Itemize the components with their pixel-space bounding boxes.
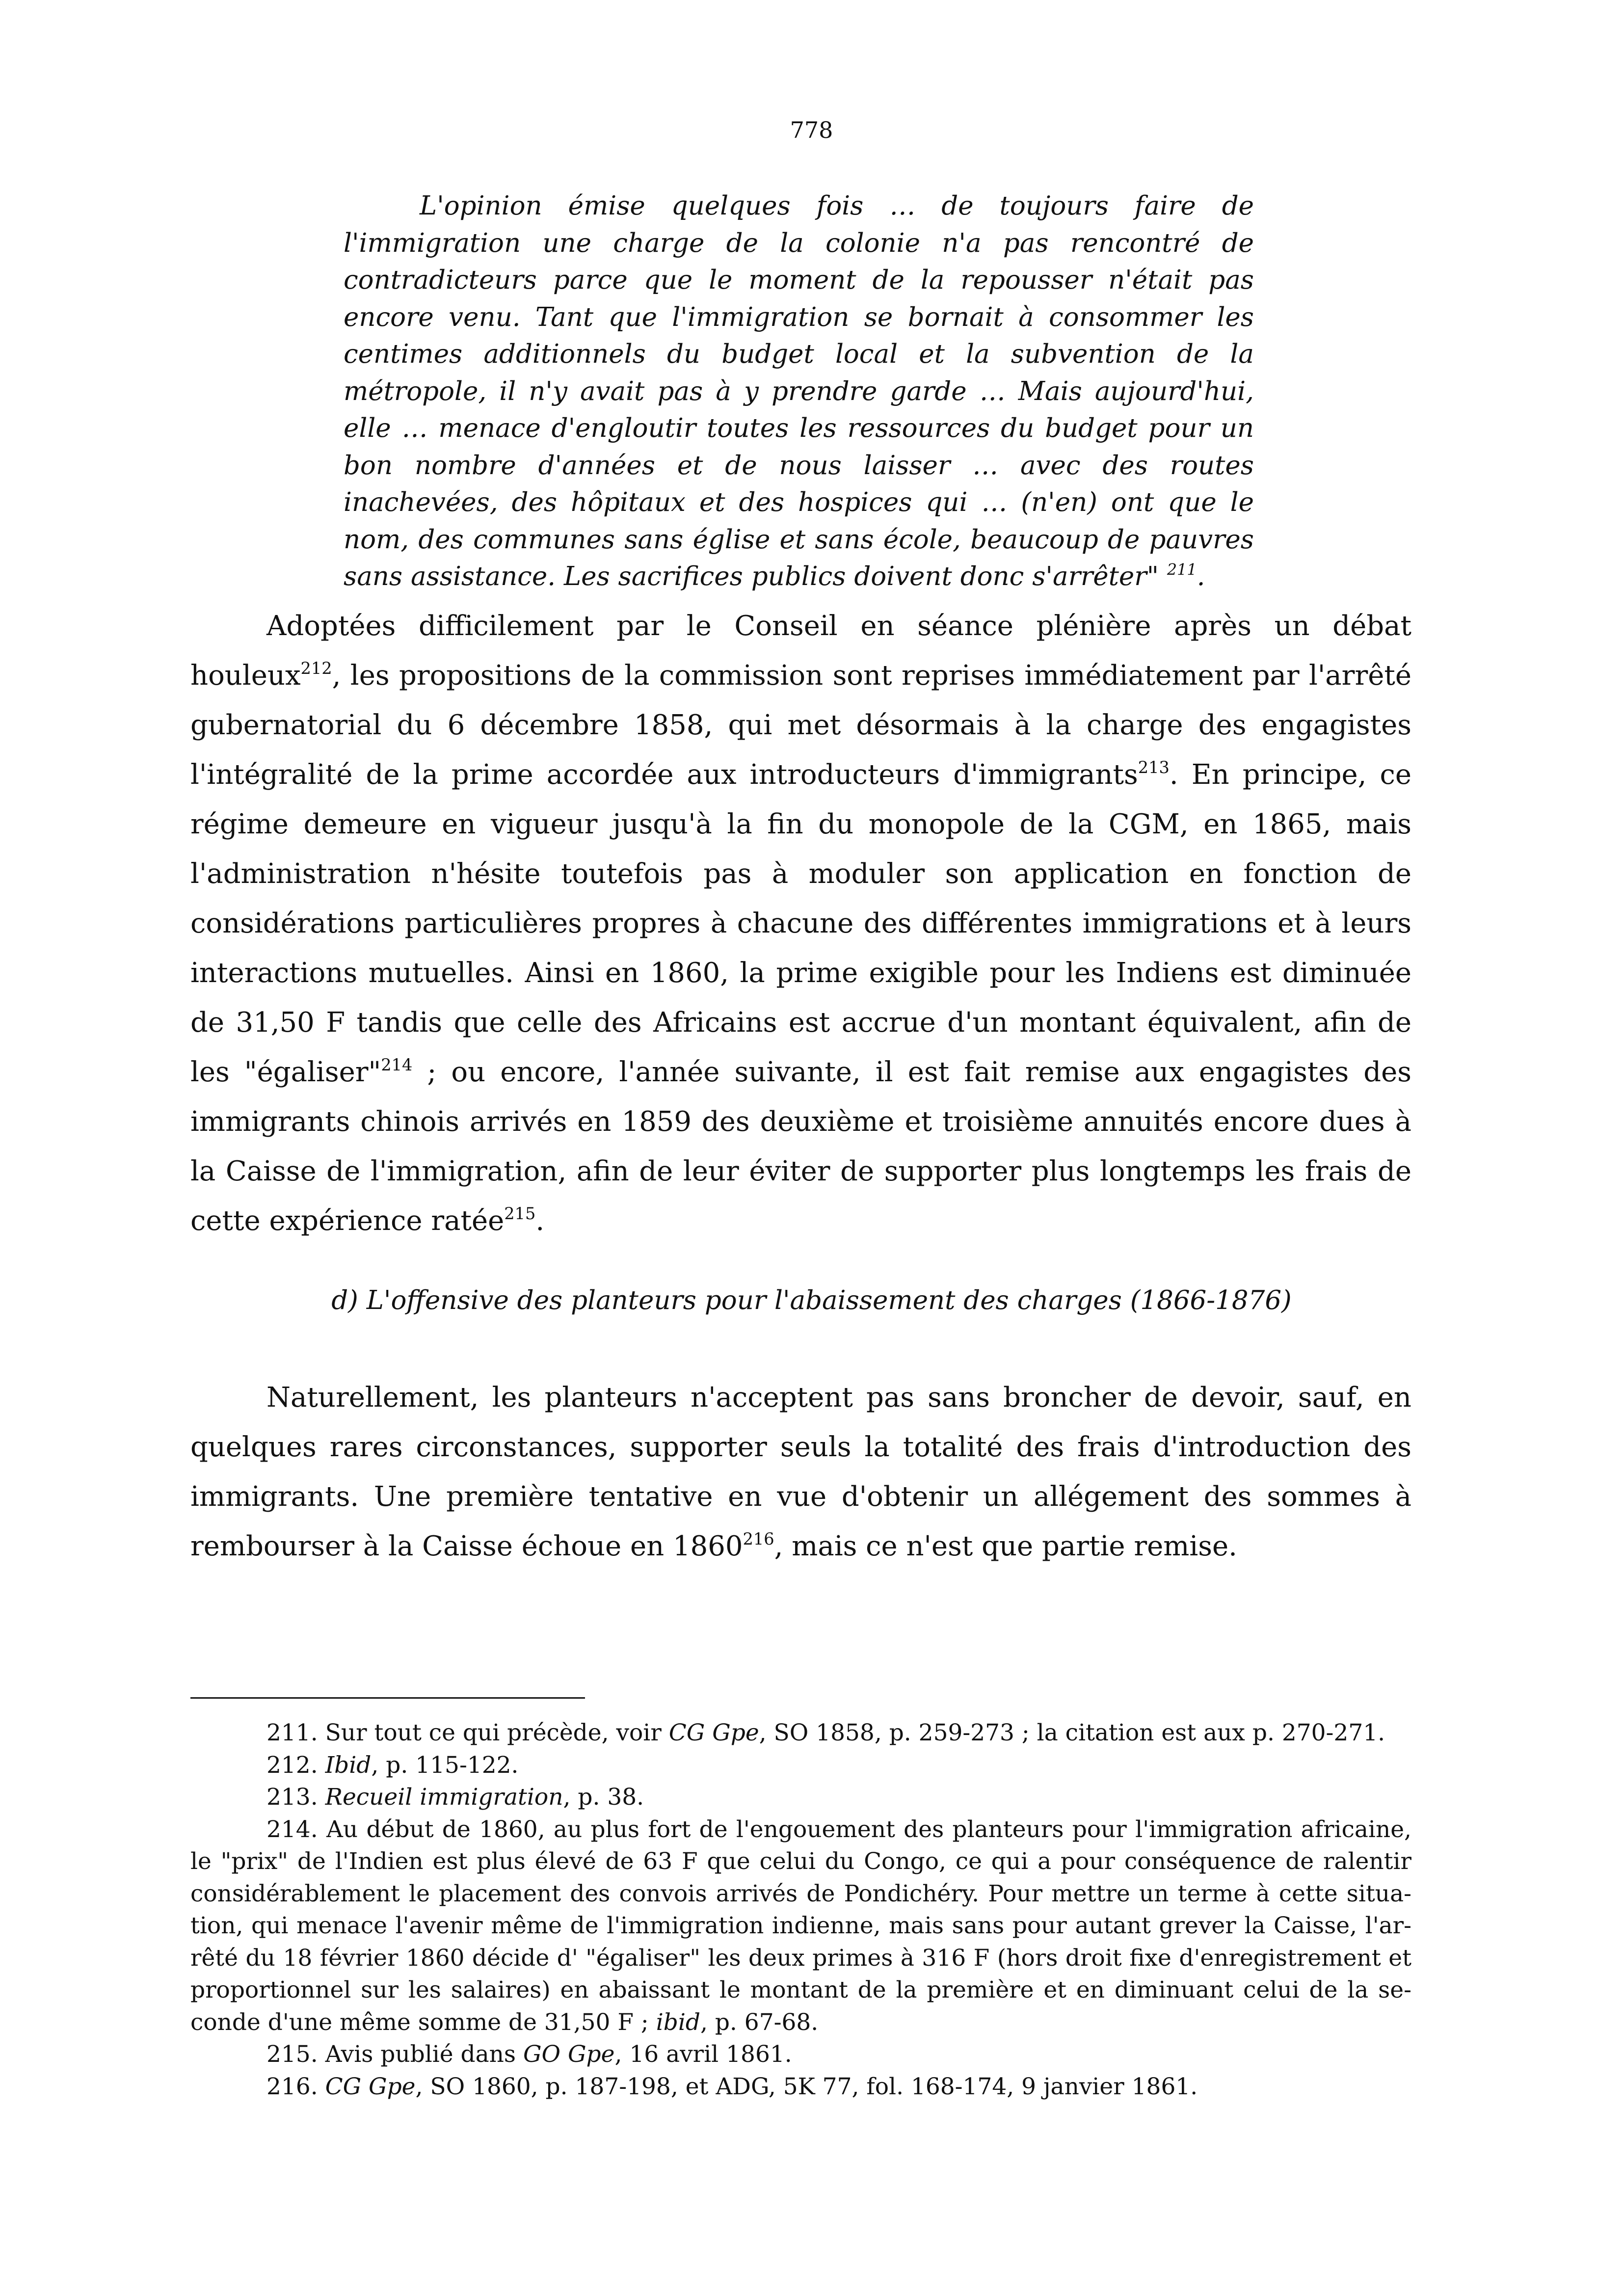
footnote-text: Au début de 1860, au plus fort de l'engouement des planteurs pour l'immigration africaine, le "prix" de l'Indien est plus élevé de 63 F que celui du Congo, ce qui a pour conséquence de ralentir considérablement le placement des convois arrivés de Pondichéry. Pour mettre un terme à cette situation, qui menace l'avenir même de l'immigration indienne, mais sans pour autant grever la Caisse, l'arrêté du 18 février 1860 décide d' "égaliser" les deux primes à 316 F (hors droit fixe d'enregistrement et proportionnel sur les salaires) en abaissant le montant de la première et en diminuant celui de la seconde d'une même somme de 31,50 F ; <box>190 1815 1411 2036</box>
paragraph-text: . En principe, ce régime demeure en vigueur jusqu'à la fin du monopole de la CGM, en 1865, mais l'administration n'hésite toutefois pas à moduler son application en fonction de considérations particulières propres à chacune des différentes immigrations et à leurs interactions mutuelles. Ainsi en 1860, la prime exigible pour les Indiens est diminuée de 31,50 F tandis que celle des Africains est accrue d'un montant équivalent, afin de les "égaliser" <box>190 759 1412 1088</box>
footnote-212 <box>190 1749 1411 1782</box>
footnote-number: 211. <box>266 1719 318 1746</box>
footnote-citation: Recueil immigration <box>325 1784 563 1811</box>
footnote-citation: CG Gpe <box>668 1719 759 1746</box>
footnote-citation: Ibid <box>325 1751 372 1779</box>
footnote-215 <box>190 2038 1411 2071</box>
footnote-ref-214[interactable]: 214 <box>381 1055 413 1075</box>
footnote-text: , SO 1858, p. 259-273 ; la citation est aux p. 270-271. <box>759 1719 1385 1746</box>
paragraph-text: Adoptées difficilement par le Conseil en séance plénière après un débat houleux <box>190 610 1411 692</box>
quote-text: L'opinion émise quelques fois … de toujours faire de l'immigration une charge de la colonie n'a pas rencontré de contradicteurs parce que le moment de la repousser n'était pas encore venu. Tant que l'immigration se bornait à consommer les centimes additionnels du budget local et la subvention de la métropole, il n'y avait pas à y prendre garde … Mais aujourd'hui, elle … menace d'engloutir toutes les ressources du budget pour un bon nombre d'années et de nous laisser … avec des routes inachevées, des hôpitaux et des hospices qui … (n'en) ont que le nom, des communes sans église et sans école, beaucoup de pauvres sans assistance. Les sacrifices publics doivent donc s'arrêter" <box>344 191 1254 591</box>
footnote-211 <box>190 1717 1411 1749</box>
footnote-number: 212. <box>266 1751 318 1779</box>
paragraph-text: , les propositions de la commission sont reprises immédiatement par l'arrêté gubernatorial du 6 décembre 1858, qui met désormais à la charge des engagistes l'intégralité de la prime accordée aux introducteurs d'immigrants <box>190 660 1411 791</box>
footnote-ref-215[interactable]: 215 <box>504 1204 536 1224</box>
footnote-number: 213. <box>266 1784 318 1811</box>
footnote-ref-213[interactable]: 213 <box>1138 758 1170 777</box>
paragraph-text: , mais ce n'est que partie remise. <box>774 1530 1237 1562</box>
footnote-citation: ibid <box>656 2008 700 2036</box>
footnote-text: , SO 1860, p. 187-198, et ADG, 5K 77, fol. 168-174, 9 janvier 1861. <box>415 2073 1198 2100</box>
page-number: 778 <box>790 117 833 143</box>
quote-tail: . <box>1197 561 1205 591</box>
body-paragraph-1 <box>190 601 1411 1246</box>
paragraph-text: Naturellement, les planteurs n'acceptent pas sans broncher de devoir, sauf, en quelques rares circonstances, supporter seuls la totalité des frais d'introduction des immigrants. Une première tentative en vue d'obtenir un allégement des sommes à rembourser à la Caisse échoue en 1860 <box>190 1382 1411 1562</box>
footnote-ref-211[interactable]: 211 <box>1167 561 1197 579</box>
paragraph-text: . <box>535 1205 545 1237</box>
footnote-text: , 16 avril 1861. <box>614 2041 792 2068</box>
footnote-text: Sur tout ce qui précède, voir <box>325 1719 669 1746</box>
footnote-216 <box>190 2071 1411 2103</box>
footnote-text: Avis publié dans <box>325 2041 523 2068</box>
footnote-number: 214. <box>266 1815 318 1843</box>
footnote-text: , p. 38. <box>563 1784 644 1811</box>
section-heading: d) L'offensive des planteurs pour l'abaissement des charges (1866-1876) <box>331 1285 1292 1315</box>
body-paragraph-2 <box>190 1373 1411 1571</box>
footnote-214 <box>190 1814 1411 2039</box>
footnote-213 <box>190 1781 1411 1814</box>
footnote-ref-216[interactable]: 216 <box>743 1529 774 1549</box>
footnote-text: , p. 115-122. <box>371 1751 519 1779</box>
footnotes <box>190 1717 1411 2103</box>
footnote-citation: CG Gpe <box>325 2073 416 2100</box>
footnote-separator <box>190 1697 585 1699</box>
footnote-ref-212[interactable]: 212 <box>300 659 332 678</box>
footnote-number: 216. <box>266 2073 318 2100</box>
footnote-citation: GO Gpe <box>523 2041 615 2068</box>
block-quote <box>344 187 1254 595</box>
footnote-text: , p. 67-68. <box>700 2008 819 2036</box>
paragraph-text: ; ou encore, l'année suivante, il est fait remise aux engagistes des immigrants chinois arrivés en 1859 des deuxième et troisième annuités encore dues à la Caisse de l'immigration, afin de leur éviter de supporter plus longtemps les frais de cette expérience ratée <box>190 1056 1411 1237</box>
footnote-number: 215. <box>266 2041 318 2068</box>
